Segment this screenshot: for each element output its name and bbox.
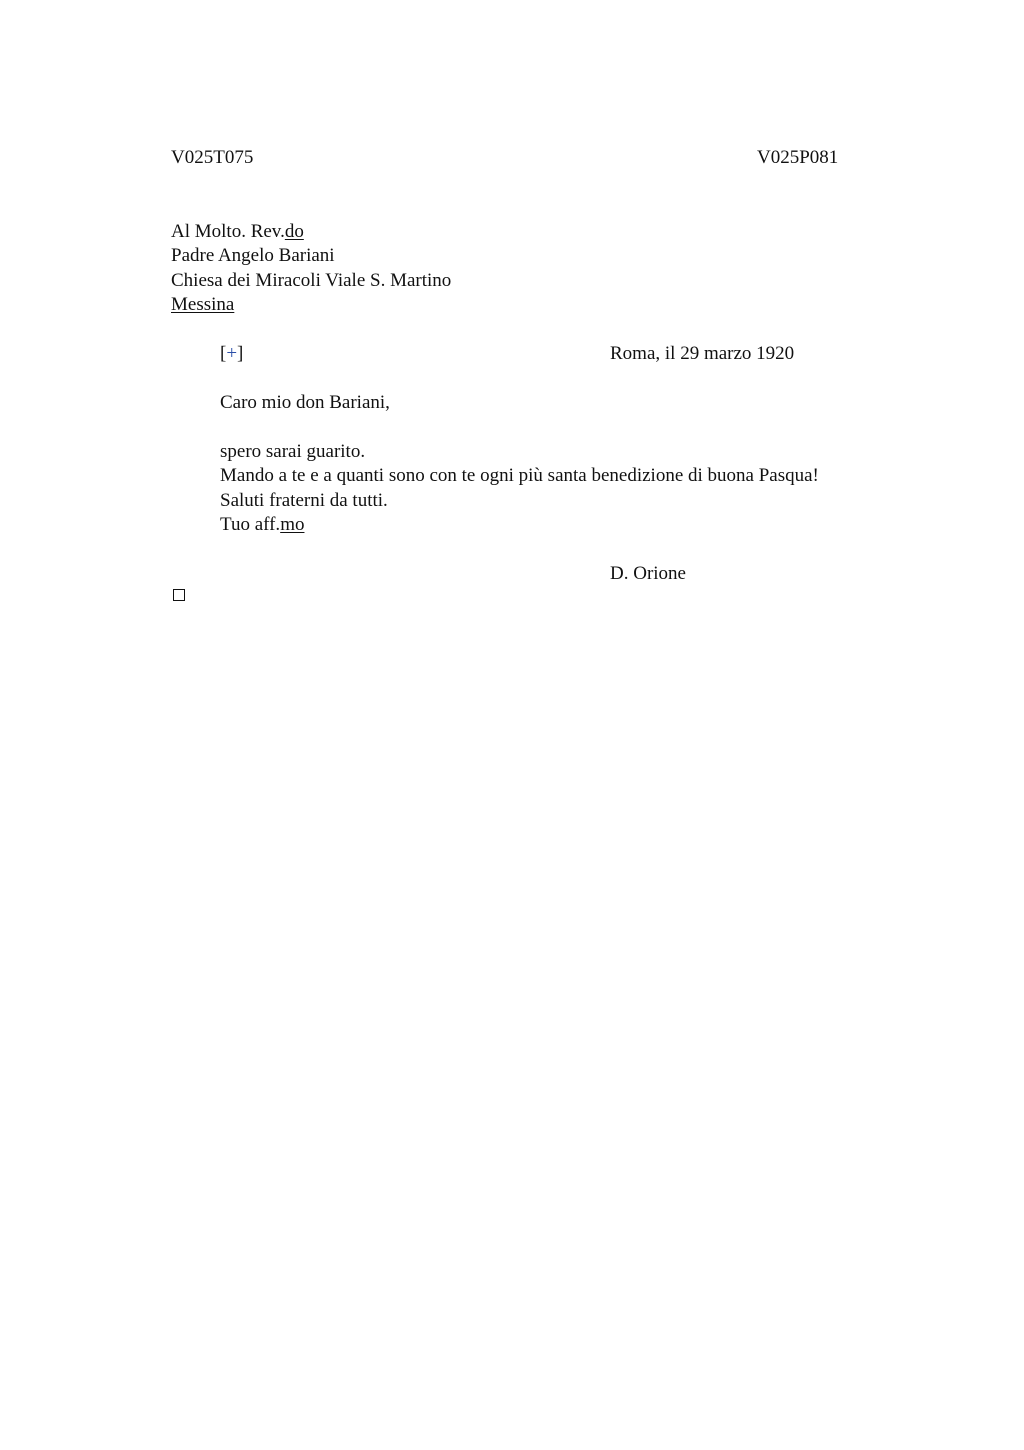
body-line-1: spero sarai guarito. <box>220 441 366 462</box>
place-date: Roma, il 29 marzo 1920 <box>610 343 795 364</box>
address-city: Messina <box>171 294 235 315</box>
document-code-left: V025T075 <box>171 147 254 168</box>
address-line-2: Padre Angelo Bariani <box>171 245 335 266</box>
closing: Tuo aff.mo <box>220 514 305 535</box>
signature: D. Orione <box>610 563 686 584</box>
address-title-suffix: do <box>284 221 304 242</box>
salutation: Caro mio don Bariani, <box>220 392 390 413</box>
end-marker-square-icon <box>173 589 185 601</box>
body-line-2: Mando a te e a quanti sono con te ogni più santa benedizione di buona Pasqua! <box>220 465 819 486</box>
body-line-3: Saluti fraterni da tutti. <box>220 490 388 511</box>
address-title: Al Molto. Rev. <box>171 221 285 242</box>
cross-mark: [+] <box>220 343 244 364</box>
address-line-1 <box>171 220 304 244</box>
cross-icon: + <box>226 343 238 364</box>
document-code-right: V025P081 <box>757 147 839 168</box>
address-line-3: Chiesa dei Miracoli Viale S. Martino <box>171 270 452 291</box>
